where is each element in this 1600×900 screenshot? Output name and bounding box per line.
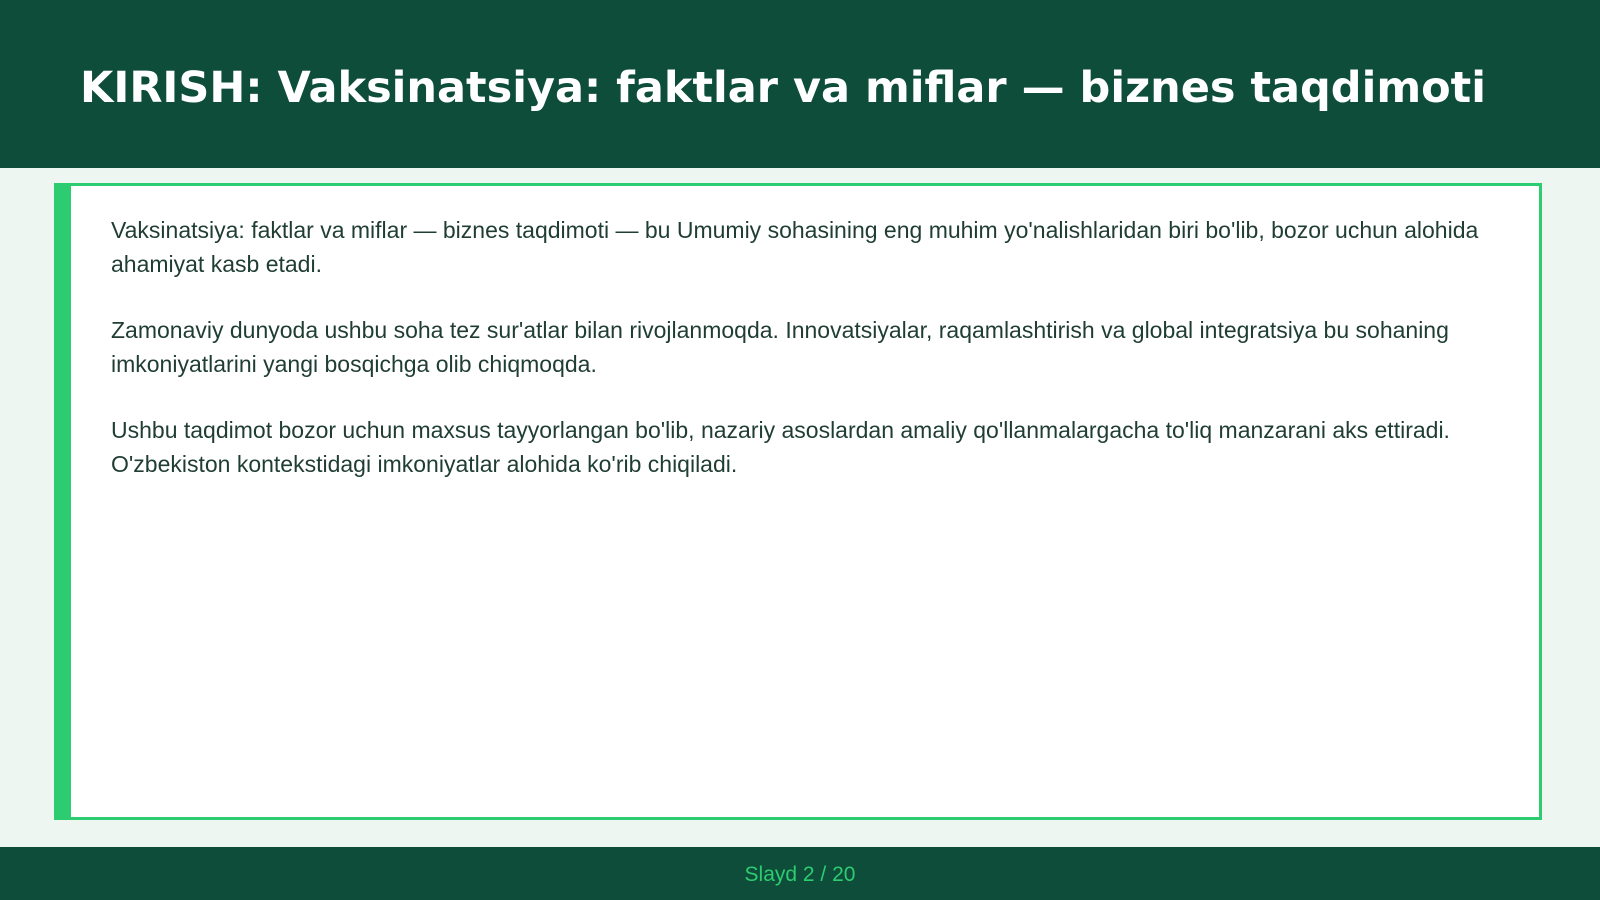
body-paragraph-3: Ushbu taqdimot bozor uchun maxsus tayyorlangan bo'lib, nazariy asoslardan amaliy qo'llanmalargacha to'liq manzarani aks ettiradi. O'zbekiston kontekstidagi imkoniyatlar alohida ko'rib chiqiladi.	[111, 417, 1450, 477]
body-paragraph-1: Vaksinatsiya: faktlar va miflar — biznes taqdimoti — bu Umumiy sohasining eng muhim yo'nalishlaridan biri bo'lib, bozor uchun alohida ahamiyat kasb etadi.	[111, 217, 1479, 277]
content-card	[54, 183, 1542, 820]
slide-counter: Slayd 2 / 20	[744, 863, 856, 886]
slide-title: KIRISH: Vaksinatsiya: faktlar va miflar — biznes taqdimoti	[80, 63, 1486, 113]
slide-footer	[0, 847, 1600, 900]
body-paragraph-2: Zamonaviy dunyoda ushbu soha tez sur'atlar bilan rivojlanmoqda. Innovatsiyalar, raqamlashtirish va global integratsiya bu sohaning imkoniyatlarini yangi bosqichga olib chiqmoqda.	[111, 317, 1449, 377]
slide-header	[0, 0, 1600, 168]
